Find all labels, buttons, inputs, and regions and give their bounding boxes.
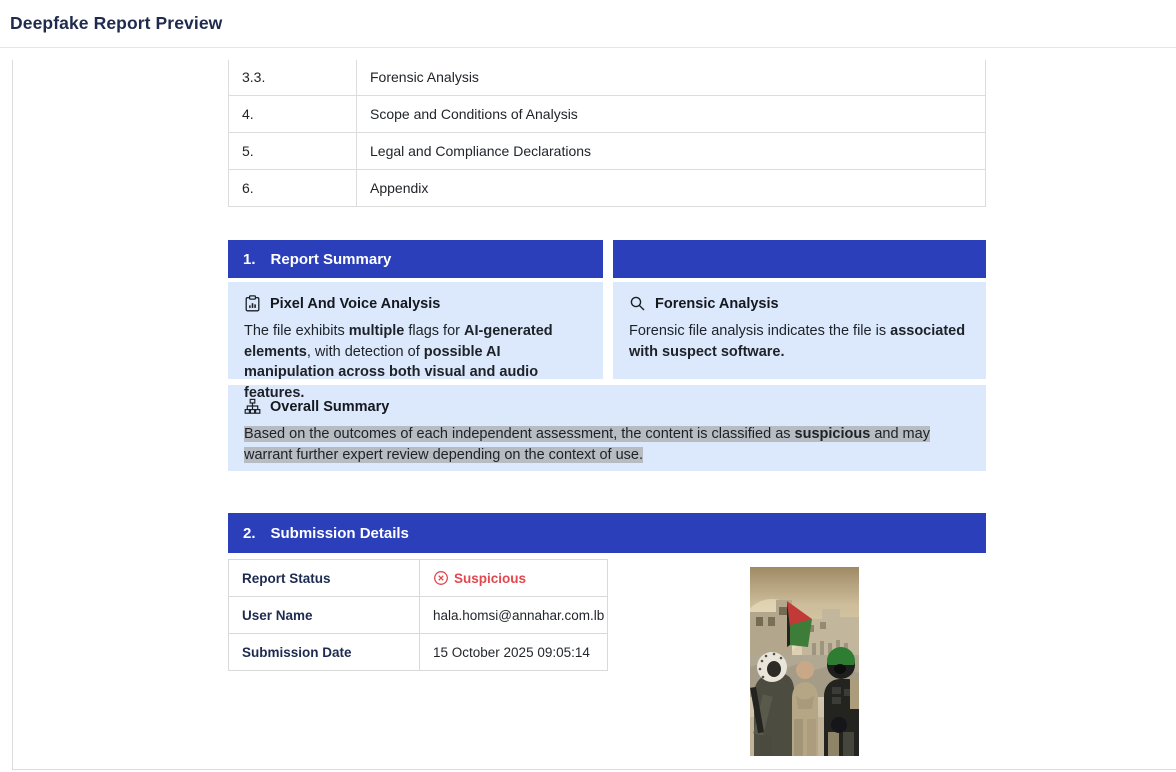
row-label: Submission Date <box>229 634 420 671</box>
status-badge <box>433 570 594 586</box>
report-preview-pane[interactable] <box>12 60 1176 770</box>
report-status-cell <box>420 560 608 597</box>
section-title: Submission Details <box>270 524 409 542</box>
sitemap-icon <box>244 398 261 415</box>
toc-row <box>229 170 986 207</box>
toc-number: 5. <box>229 133 357 170</box>
overall-summary-card <box>228 385 986 471</box>
card-title: Overall Summary <box>270 398 390 415</box>
card-body-text: Forensic file analysis indicates the file is associated with suspect software. <box>629 323 966 360</box>
toc-row <box>229 60 986 96</box>
section-1-header <box>228 240 986 278</box>
toc-table <box>228 60 986 207</box>
app-header <box>0 0 1176 48</box>
magnifier-icon <box>629 295 646 312</box>
section-2-header <box>228 513 986 553</box>
page-title: Deepfake Report Preview <box>10 13 223 33</box>
forensic-analysis-card <box>613 282 986 379</box>
card-header <box>244 398 970 415</box>
section-number: 1. <box>243 250 256 268</box>
section-1-header-right <box>613 240 986 278</box>
card-header <box>629 295 970 312</box>
toc-label: Scope and Conditions of Analysis <box>357 96 986 133</box>
row-label: Report Status <box>229 560 420 597</box>
submission-details-table <box>228 559 608 671</box>
card-title: Pixel And Voice Analysis <box>270 295 441 312</box>
video-frame-illustration <box>750 567 859 756</box>
table-row <box>229 634 608 671</box>
submission-media-thumbnail <box>750 567 859 756</box>
toc-label: Legal and Compliance Declarations <box>357 133 986 170</box>
pixel-voice-analysis-card <box>228 282 603 401</box>
toc-row <box>229 96 986 133</box>
section-title: Report Summary <box>270 250 392 268</box>
section-1-header-left <box>228 240 603 278</box>
submission-date-value: 15 October 2025 09:05:14 <box>420 634 608 671</box>
summary-cards-row <box>228 282 986 401</box>
toc-label: Forensic Analysis <box>357 60 986 96</box>
toc-number: 4. <box>229 96 357 133</box>
user-name-value: hala.homsi@annahar.com.lb <box>420 597 608 634</box>
report-document <box>228 60 986 770</box>
toc-row <box>229 133 986 170</box>
toc-number: 6. <box>229 170 357 207</box>
table-row <box>229 560 608 597</box>
card-header <box>244 295 587 312</box>
clipboard-chart-icon <box>244 295 261 312</box>
card-title: Forensic Analysis <box>655 295 779 312</box>
card-body-text: The file exhibits multiple flags for AI-generated elements, with detection of possible AI manipulation across both visual and audio features. <box>244 323 553 401</box>
submission-details-body <box>228 559 986 770</box>
overall-summary-text-selected: Based on the outcomes of each independent assessment, the content is classified as suspicious and may warrant further expert review depending on the context of use. <box>244 426 930 463</box>
row-label: User Name <box>229 597 420 634</box>
toc-number: 3.3. <box>229 60 357 96</box>
section-number: 2. <box>243 524 256 542</box>
table-row <box>229 597 608 634</box>
status-label: Suspicious <box>454 570 527 586</box>
toc-label: Appendix <box>357 170 986 207</box>
section-2-header-bar <box>228 513 986 553</box>
circle-x-icon <box>433 570 449 586</box>
